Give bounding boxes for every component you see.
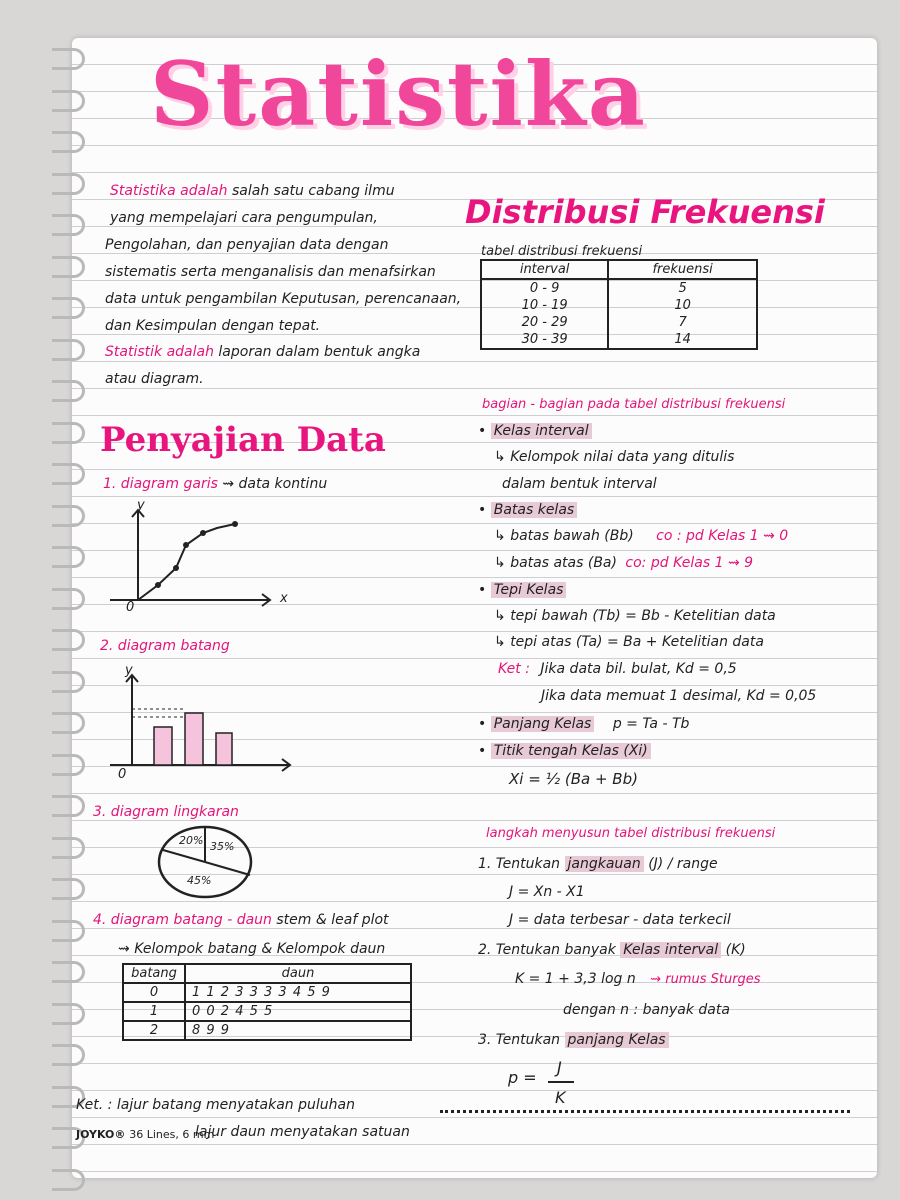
brand-logo: JOYKO®: [76, 1128, 126, 1141]
bar: [185, 713, 203, 765]
spiral-ring: [52, 588, 85, 610]
step-2-tail: (K): [725, 942, 746, 958]
interval-cell: 0 - 9: [481, 279, 608, 297]
bullet-icon: •: [478, 582, 491, 598]
spiral-ring: [52, 256, 85, 278]
titik-tengah-term: Titik tengah Kelas (Xi): [491, 743, 651, 759]
spiral-ring: [52, 422, 85, 444]
spiral-ring: [52, 837, 85, 859]
bar: [216, 733, 232, 765]
diagram-garis-label: [103, 476, 327, 492]
sturges-note-text: rumus Sturges: [665, 972, 761, 987]
bar-origin-label: 0: [118, 767, 127, 782]
step-3-formula-lhs: p =: [508, 1068, 537, 1087]
batas-kelas-term: Batas kelas: [491, 502, 577, 518]
dotted-line: [440, 1110, 850, 1113]
step-2-formula: [515, 971, 761, 987]
frekuensi-cell: 14: [608, 331, 757, 349]
intro-line-8: atau diagram.: [105, 371, 204, 387]
table-header-row: [481, 260, 757, 279]
leaf-cell: 8 9 9: [185, 1021, 411, 1040]
kelas-interval-desc-1-text: Kelompok nilai data yang ditulis: [510, 449, 735, 465]
page-title: Statistika: [150, 42, 647, 146]
spiral-ring: [52, 795, 85, 817]
arrow-icon: ⇝: [118, 941, 135, 957]
spiral-ring: [52, 754, 85, 776]
table-caption: tabel distribusi frekuensi: [481, 244, 643, 259]
leaf-cell: 0 0 2 4 5 5: [185, 1002, 411, 1021]
spiral-ring: [52, 297, 85, 319]
line-point: [232, 521, 238, 527]
step-3-formula-den: K: [555, 1088, 566, 1107]
bullet-icon: •: [478, 716, 491, 732]
sub-arrow-icon: ↳: [494, 608, 511, 624]
intro-line-3: Pengolahan, dan penyajian data dengan: [105, 237, 389, 253]
leaf-cell: 1 1 2 3 3 3 3 4 5 9: [185, 983, 411, 1002]
footer-brand: [76, 1128, 214, 1141]
stem-leaf-table: [122, 963, 412, 1041]
ket-line-1: Ket. : lajur batang menyatakan puluhan: [76, 1097, 355, 1113]
interval-cell: 10 - 19: [481, 297, 608, 314]
penyajian-heading: Penyajian Data: [100, 420, 386, 460]
ket-kd-label: Ket :: [498, 661, 530, 677]
line-series: [138, 524, 235, 600]
diagram-garis-title: 1. diagram garis: [103, 476, 218, 492]
diagram-batang-title: 2. diagram batang: [100, 638, 230, 654]
tepi-atas-line: [494, 634, 764, 650]
kelas-interval-term: Kelas interval: [491, 423, 592, 439]
step-3: [478, 1032, 669, 1048]
spiral-ring: [52, 629, 85, 651]
step-2-term: Kelas interval: [620, 942, 721, 958]
step-2-formula-2: dengan n : banyak data: [563, 1002, 730, 1018]
batas-bawah-text: batas bawah (Bb): [510, 528, 634, 544]
step-3-formula-num: J: [557, 1058, 562, 1077]
spiral-ring: [52, 131, 85, 153]
pie-divider: [163, 850, 205, 862]
interval-cell: 20 - 29: [481, 314, 608, 331]
line-x-label: x: [280, 591, 288, 606]
table-row: [481, 297, 757, 314]
diagram-garis-note: data kontinu: [238, 476, 328, 492]
table-row: [481, 279, 757, 297]
step-3-lead: 3. Tentukan: [478, 1032, 561, 1048]
bar-diagram-sketch: [110, 660, 300, 780]
panjang-kelas-formula: p = Ta - Tb: [612, 716, 690, 732]
footer-lines: 36 Lines, 6 mm: [129, 1128, 215, 1141]
pie-label-35: 35%: [210, 840, 235, 853]
langkah-title: langkah menyusun tabel distribusi frekuensi: [486, 826, 776, 841]
spiral-ring: [52, 214, 85, 236]
diagram-batang-daun-title: 4. diagram batang - daun: [93, 912, 272, 928]
line-point: [200, 530, 206, 536]
step-1-formula-1: J = Xn - X1: [509, 884, 585, 900]
batas-atas-text: batas atas (Ba): [510, 555, 617, 571]
xi-formula: Xi = ½ (Ba + Bb): [509, 770, 638, 788]
tepi-kelas-item: [478, 582, 566, 598]
ket-kd-line-1: [498, 661, 737, 677]
spiral-ring: [52, 48, 85, 70]
table-row: [123, 1002, 411, 1021]
intro-line-6: dan Kesimpulan dengan tepat.: [105, 318, 321, 334]
intro-line-5: data untuk pengambilan Keputusan, perencanaan,: [105, 291, 462, 307]
bar-y-label: y: [125, 663, 133, 678]
fraction-bar: [548, 1081, 574, 1083]
batas-bawah-line: [494, 528, 788, 544]
pie-diagram-sketch: [150, 820, 265, 900]
stem-leaf-subtitle: [118, 941, 385, 957]
spiral-ring: [52, 1003, 85, 1025]
spiral-ring: [52, 920, 85, 942]
line-point: [173, 565, 179, 571]
frekuensi-cell: 7: [608, 314, 757, 331]
step-1: [478, 856, 718, 872]
intro-line-1: [110, 183, 395, 199]
term-statistik: Statistik adalah: [105, 344, 214, 360]
intro-line-2: yang mempelajari cara pengumpulan,: [110, 210, 378, 226]
line-point: [183, 542, 189, 548]
table-row: [481, 331, 757, 349]
pie-label-45: 45%: [187, 874, 212, 887]
spiral-ring: [52, 961, 85, 983]
diagram-batang-daun-note: stem & leaf plot: [276, 912, 389, 928]
frekuensi-cell: 10: [608, 297, 757, 314]
column-header-daun: daun: [185, 964, 411, 983]
stem-cell: 0: [123, 983, 185, 1002]
intro-line-7: [105, 344, 420, 360]
tepi-kelas-term: Tepi Kelas: [491, 582, 567, 598]
sub-arrow-icon: ↳: [494, 634, 511, 650]
panjang-kelas-term: Panjang Kelas: [491, 716, 595, 732]
tepi-bawah-text: tepi bawah (Tb) = Bb - Ketelitian data: [510, 608, 776, 624]
line-y-label: y: [137, 498, 145, 513]
spiral-ring: [52, 1169, 85, 1191]
ket-kd-text-1: Jika data bil. bulat, Kd = 0,5: [540, 661, 737, 677]
sturges-note: ⇝ rumus Sturges: [650, 972, 761, 987]
batas-atas-line: [494, 555, 753, 571]
spiral-ring: [52, 463, 85, 485]
spiral-ring: [52, 712, 85, 734]
batas-atas-example: co: pd Kelas 1 ⇝ 9: [625, 555, 754, 571]
arrow-icon: ⇝: [222, 476, 239, 492]
step-1-formula-2: J = data terbesar - data terkecil: [509, 912, 731, 928]
intro-line-1-rest: salah satu cabang ilmu: [231, 183, 395, 199]
interval-cell: 30 - 39: [481, 331, 608, 349]
kelas-interval-item: [478, 423, 592, 439]
stem-leaf-subtitle-text: Kelompok batang & Kelompok daun: [134, 941, 386, 957]
panjang-kelas-item: [478, 716, 689, 732]
diagram-batang-daun-label: [93, 912, 389, 928]
ket-line-2: lajur daun menyatakan satuan: [195, 1124, 410, 1140]
step-2-formula-text: K = 1 + 3,3 log n: [515, 971, 636, 987]
spiral-ring: [52, 339, 85, 361]
step-3-term: panjang Kelas: [565, 1032, 669, 1048]
kelas-interval-desc-1: [494, 449, 734, 465]
sub-arrow-icon: ↳: [494, 449, 511, 465]
column-header-batang: batang: [123, 964, 185, 983]
column-header-frekuensi: frekuensi: [608, 260, 757, 279]
bullet-icon: •: [478, 743, 491, 759]
spiral-ring: [52, 505, 85, 527]
term-statistika: Statistika adalah: [110, 183, 228, 199]
batas-bawah-example: co : pd Kelas 1 ⇝ 0: [656, 528, 789, 544]
spiral-ring: [52, 90, 85, 112]
bullet-icon: •: [478, 423, 491, 439]
spiral-ring: [52, 1044, 85, 1066]
step-2: [478, 942, 746, 958]
kelas-interval-desc-2: dalam bentuk interval: [502, 476, 657, 492]
line-origin-label: 0: [126, 600, 135, 615]
table-row: [481, 314, 757, 331]
spiral-ring: [52, 878, 85, 900]
spiral-ring: [52, 380, 85, 402]
table-row: [123, 1021, 411, 1040]
diagram-lingkaran-title: 3. diagram lingkaran: [93, 804, 239, 820]
spiral-ring: [52, 546, 85, 568]
column-header-interval: interval: [481, 260, 608, 279]
table-header-row: [123, 964, 411, 983]
bagian-title: bagian - bagian pada tabel distribusi frekuensi: [482, 397, 786, 412]
bar: [154, 727, 172, 765]
intro-line-7-rest: laporan dalam bentuk angka: [218, 344, 421, 360]
pie-divider: [205, 862, 250, 875]
tepi-bawah-line: [494, 608, 776, 624]
sub-arrow-icon: ↳: [494, 528, 511, 544]
table-row: [123, 983, 411, 1002]
frekuensi-cell: 5: [608, 279, 757, 297]
batas-kelas-item: [478, 502, 577, 518]
step-1-lead: 1. Tentukan: [478, 856, 561, 872]
tepi-atas-text: tepi atas (Ta) = Ba + Ketelitian data: [510, 634, 764, 650]
ket-kd-line-2: Jika data memuat 1 desimal, Kd = 0,05: [541, 688, 817, 704]
frequency-table: [480, 259, 758, 350]
pie-label-20: 20%: [179, 834, 204, 847]
step-1-tail: (J) / range: [648, 856, 718, 872]
sub-arrow-icon: ↳: [494, 555, 511, 571]
intro-line-4: sistematis serta menganalisis dan menafsirkan: [105, 264, 436, 280]
stem-cell: 1: [123, 1002, 185, 1021]
titik-tengah-item: [478, 743, 651, 759]
line-point: [155, 582, 161, 588]
distribusi-heading: Distribusi Frekuensi: [465, 193, 825, 231]
step-1-term: jangkauan: [565, 856, 644, 872]
bullet-icon: •: [478, 502, 491, 518]
spiral-ring: [52, 671, 85, 693]
step-2-lead: 2. Tentukan banyak: [478, 942, 616, 958]
spiral-ring: [52, 173, 85, 195]
stem-cell: 2: [123, 1021, 185, 1040]
